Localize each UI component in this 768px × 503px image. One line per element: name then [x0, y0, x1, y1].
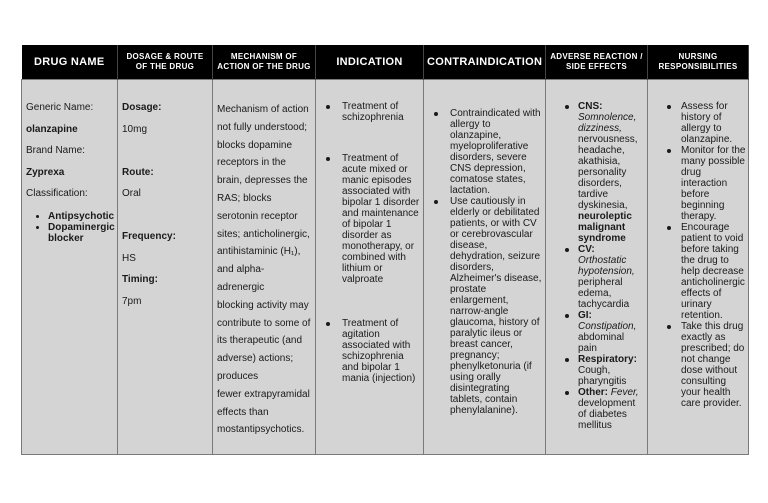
- mechanism-line: antihistaminic (H₁),: [217, 246, 301, 258]
- mechanism-line: blocking activity may: [217, 299, 309, 311]
- mechanism-line: serotonin receptor: [217, 210, 298, 222]
- respiratory-label: Respiratory:: [578, 354, 637, 365]
- indication-item: Treatment of schizophrenia: [316, 101, 421, 123]
- brand-name-label: Brand Name:: [26, 145, 85, 156]
- nursing-list: [648, 101, 746, 409]
- generic-name-value: olanzapine: [26, 123, 78, 135]
- drug-name-cell: [22, 80, 118, 455]
- classification-label: Classification:: [26, 188, 88, 199]
- cv-text: peripheral edema, tachycardia: [578, 277, 630, 310]
- nursing-item: Monitor for the many possible drug interaction before beginning therapy.: [648, 145, 746, 222]
- contraindication-list: [424, 108, 543, 416]
- adverse-item-cns: [546, 101, 645, 244]
- mechanism-line: not fully understood;: [217, 121, 308, 133]
- cns-label: CNS:: [578, 101, 603, 112]
- mechanism-line: fewer extrapyramidal: [217, 388, 310, 400]
- indication-item: Treatment of agitation associated with schizophrenia and bipolar 1 mania (injection): [316, 318, 421, 384]
- dosage-route-cell: [118, 80, 213, 455]
- dosage-value: 10mg: [122, 123, 148, 135]
- adverse-reaction-cell: [546, 80, 648, 455]
- timing-value: 7pm: [122, 295, 142, 307]
- cns-text: nervousness, headache, akathisia, personality disorders, tardive dyskinesia,: [578, 134, 638, 211]
- nursing-item: Take this drug exactly as prescribed; do not change dose without consulting your health care provider.: [648, 321, 746, 409]
- brand-name-value: Zyprexa: [26, 166, 65, 178]
- route-label: Route:: [122, 166, 154, 178]
- header-contraindication: CONTRAINDICATION: [424, 45, 546, 80]
- indication-cell: [316, 80, 424, 455]
- dosage-label: Dosage:: [122, 102, 162, 113]
- indication-item: Treatment of acute mixed or manic episodes associated with bipolar 1 disorder and maintenance of bipolar 1 disorder as monotherapy, or combined with lithium or valproate: [316, 153, 421, 285]
- mechanism-line: its therapeutic (and: [217, 335, 303, 347]
- mechanism-line: adverse) actions;: [217, 353, 294, 365]
- header-mechanism: MECHANISM OF ACTION OF THE DRUG: [213, 45, 316, 80]
- header-drug-name: DRUG NAME: [22, 45, 118, 80]
- adverse-item-respiratory: [546, 354, 645, 387]
- route-value: Oral: [122, 188, 141, 199]
- nursing-item: Encourage patient to void before taking the drug to help decrease anticholinergic effects of urinary retention.: [648, 222, 746, 321]
- classification-item: • Antipsychotic: [48, 211, 113, 222]
- cns-italic: Somnolence, dizziness,: [578, 112, 637, 134]
- mechanism-line: blocks dopamine: [217, 139, 293, 151]
- adverse-item-other: [546, 387, 645, 431]
- mechanism-line: sites; anticholinergic,: [217, 228, 310, 240]
- header-indication: INDICATION: [316, 45, 424, 80]
- mechanism-cell: [213, 80, 316, 455]
- cv-italic: Orthostatic hypotension,: [578, 255, 635, 277]
- frequency-label: Frequency:: [122, 231, 176, 242]
- indication-list: [316, 101, 421, 384]
- mechanism-line: contribute to some of: [217, 317, 311, 329]
- drug-study-table: [21, 45, 749, 455]
- gi-italic: Constipation,: [578, 321, 637, 332]
- adverse-item-cv: [546, 244, 645, 310]
- generic-name-label: Generic Name:: [26, 102, 94, 113]
- other-label: Other:: [578, 387, 608, 398]
- mechanism-line: and alpha-adrenergic: [217, 264, 265, 293]
- drug-row: [22, 80, 749, 455]
- cv-label: CV:: [578, 244, 595, 255]
- mechanism-line: effects than: [217, 406, 269, 418]
- gi-label: GI:: [578, 310, 592, 321]
- other-italic: Fever,: [608, 387, 639, 398]
- header-row: [22, 45, 749, 80]
- adverse-item-gi: [546, 310, 645, 354]
- adverse-list: [546, 101, 645, 431]
- mechanism-line: RAS; blocks: [217, 192, 272, 204]
- cns-bold: neuroleptic malignant syndrome: [578, 211, 632, 244]
- mechanism-line: receptors in the: [217, 157, 286, 169]
- timing-label: Timing:: [122, 274, 158, 285]
- nursing-item: Assess for history of allergy to olanzapine.: [648, 101, 746, 145]
- mechanism-line: mostantipsychotics.: [217, 424, 305, 436]
- mechanism-line: Mechanism of action: [217, 104, 309, 115]
- frequency-value: HS: [122, 252, 136, 264]
- respiratory-text: Cough, pharyngitis: [578, 365, 627, 387]
- gi-text: abdominal pain: [578, 332, 625, 354]
- mechanism-line: brain, depresses the: [217, 175, 308, 187]
- contraindication-cell: [424, 80, 546, 455]
- header-nursing-responsibilities: NURSING RESPONSIBILITIES: [648, 45, 749, 80]
- nursing-responsibilities-cell: [648, 80, 749, 455]
- header-adverse-reaction: ADVERSE REACTION / SIDE EFFECTS: [546, 45, 648, 80]
- contraindication-item: Contraindicated with allergy to olanzapine, myeloproliferative disorders, severe CNS depression, comatose states, lactation.: [424, 108, 543, 196]
- classification-item: • Dopaminergic blocker: [48, 222, 113, 244]
- header-dosage-route: DOSAGE & ROUTE OF THE DRUG: [118, 45, 213, 80]
- other-text: development of diabetes mellitus: [578, 398, 636, 431]
- contraindication-item: Use cautiously in elderly or debilitated patients, or with CV or cerebrovascular disease, dehydration, seizure disorders, Alzheimer's disease, prostate enlargement, narrow-angle glaucoma, history of paralytic ileus or breast cancer, pregnancy; phenylketonuria (if using orally disintegrating tablets, contain phenylalanine).: [424, 196, 543, 416]
- classification-list: [26, 211, 113, 244]
- mechanism-line: produces: [217, 370, 259, 382]
